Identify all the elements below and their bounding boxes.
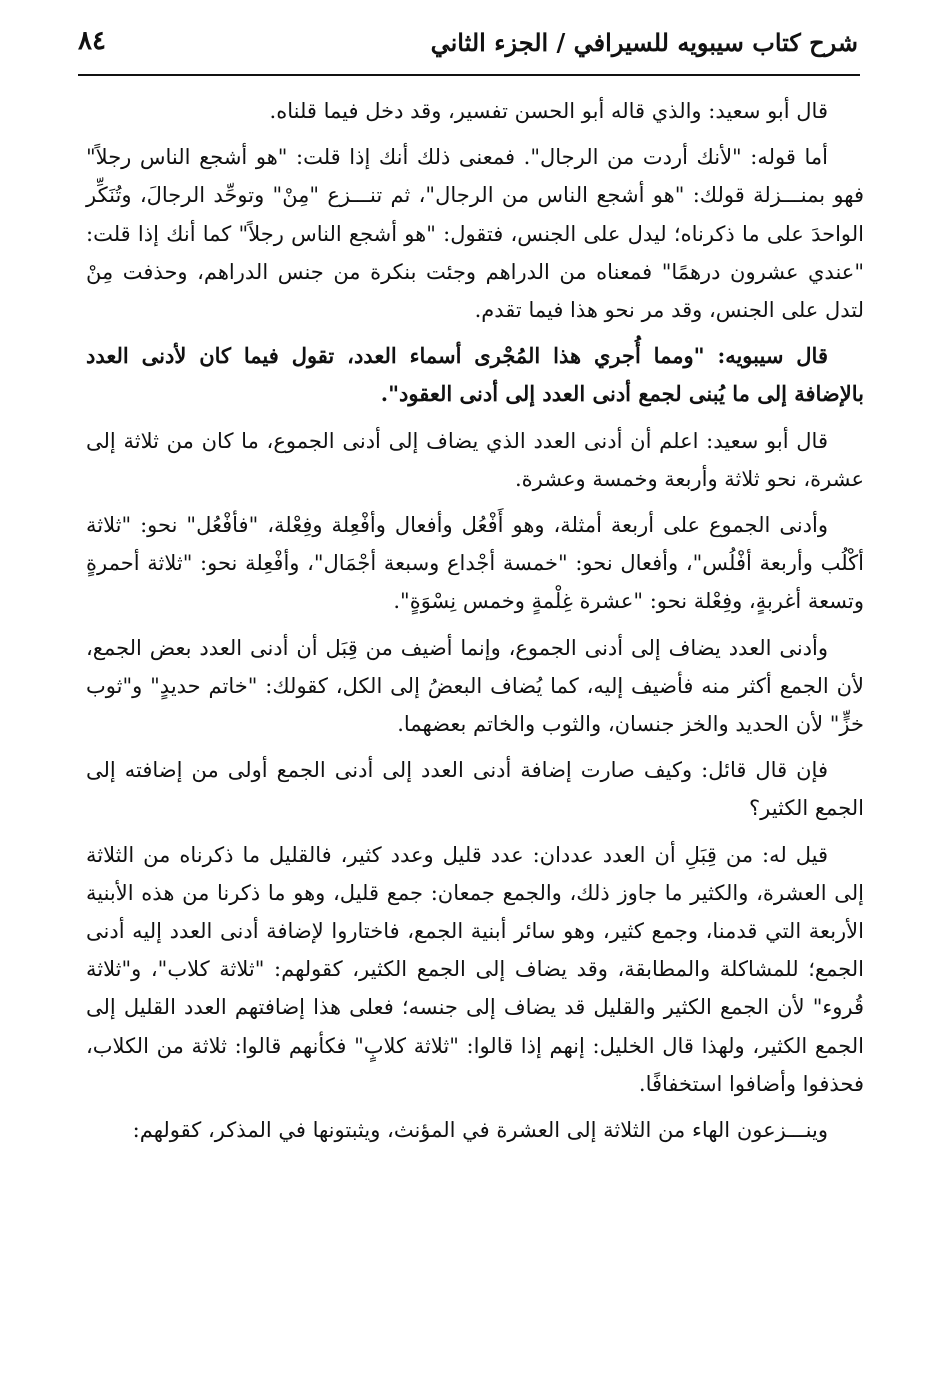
paragraph: قيل له: من قِبَلِ أن العدد عددان: عدد قليل وعدد كثير، فالقليل ما ذكرناه من الثلاثة إلى العشرة، والكثير ما جاوز ذلك، والجمع جمعان: جمع قليل، وهو ما ذكرنا من هذه الأبنية الأربعة التي قدمنا، وجمع كثير، وهو سائر أبنية الجمع، فاختاروا لإضافة أدنى العدد إليه أدنى الجمع؛ للمشاكلة والمطابقة، وقد يضاف إلى الجمع الكثير، كقولهم: "ثلاثة كلاب"، و"ثلاثة قُروء" لأن الجمع الكثير والقليل قد يضاف إلى جنسه؛ فعلى هذا إضافتهم العدد القليل إلى الجمع الكثير، ولهذا قال الخليل: إنهم إذا قالوا: "ثلاثة كلابٍ" فكأنهم قالوا: ثلاثة من الكلاب، فحذفوا وأضافوا استخفافًا. (86, 842, 864, 1096)
header-divider (78, 74, 860, 76)
paragraph: أما قوله: "لأنك أردت من الرجال". فمعنى ذلك أنك إذا قلت: "هو أشجع الناس رجلاً" فهو بمنـــزلة قولك: "هو أشجع الناس من الرجال"، ثم تنـــزع "مِنْ" وتوحِّد الرجالَ، وتُنَكِّر الواحدَ على ما ذكرناه؛ ليدل على الجنس، فتقول: "هو أشجع الناس رجلاً" كما أنك إذا قلت: "عندي عشرون درهمًا" فمعناه من الدراهم وجئت بنكرة من جنس الدراهم، وحذفت مِنْ لتدل على الجنس، وقد مر نحو هذا فيما تقدم. (86, 145, 864, 323)
running-header (78, 22, 858, 70)
body-text (86, 92, 864, 1157)
paragraph: قال أبو سعيد: والذي قاله أبو الحسن تفسير، وقد دخل فيما قلناه. (269, 99, 828, 123)
paragraph: فإن قال قائل: وكيف صارت إضافة أدنى العدد إلى أدنى الجمع أولى من إضافته إلى الجمع الكثير؟ (86, 758, 864, 821)
quoted-paragraph: قال سيبويه: "ومما أُجري هذا المُجْرى أسماء العدد، تقول فيما كان لأدنى العدد بالإضافة إلى ما يُبنى لجمع أدنى العدد إلى أدنى العقود". (86, 343, 864, 407)
paragraph: قال أبو سعيد: اعلم أن أدنى العدد الذي يضاف إلى أدنى الجموع، ما كان من ثلاثة إلى عشرة، نحو ثلاثة وأربعة وخمسة وعشرة. (86, 428, 864, 491)
paragraph: وأدنى العدد يضاف إلى أدنى الجموع، وإنما أضيف من قِبَل أن أدنى العدد بعض الجمع، لأن الجمع أكثر منه فأضيف إليه، كما يُضاف البعضُ إلى الكل، كقولك: "خاتم حديدٍ" و"ثوب خزٍّ" لأن الحديد والخز جنسان، والثوب والخاتم بعضهما. (86, 635, 864, 737)
paragraph: وأدنى الجموع على أربعة أمثلة، وهو أَفْعُل وأفعال وأفْعِلة وفِعْلة، "فأفْعُل" نحو: "ثلاثة أكْلُب وأربعة أفْلُس"، وأفعال نحو: "خمسة أجْداع وسبعة أجْمَال"، وأفْعِلة نحو: "ثلاثة أحمرةٍ وتسعة أغربةٍ، وفِعْلة نحو: "عشرة غِلْمةٍ وخمس نِسْوَةٍ". (86, 513, 864, 614)
paragraph: وينـــزعون الهاء من الثلاثة إلى العشرة في المؤنث، ويثبتونها في المذكر، كقولهم: (132, 1118, 828, 1143)
page-number: ٨٤ (78, 26, 106, 56)
header-title: شرح كتاب سيبويه للسيرافي / الجزء الثاني (430, 28, 858, 57)
